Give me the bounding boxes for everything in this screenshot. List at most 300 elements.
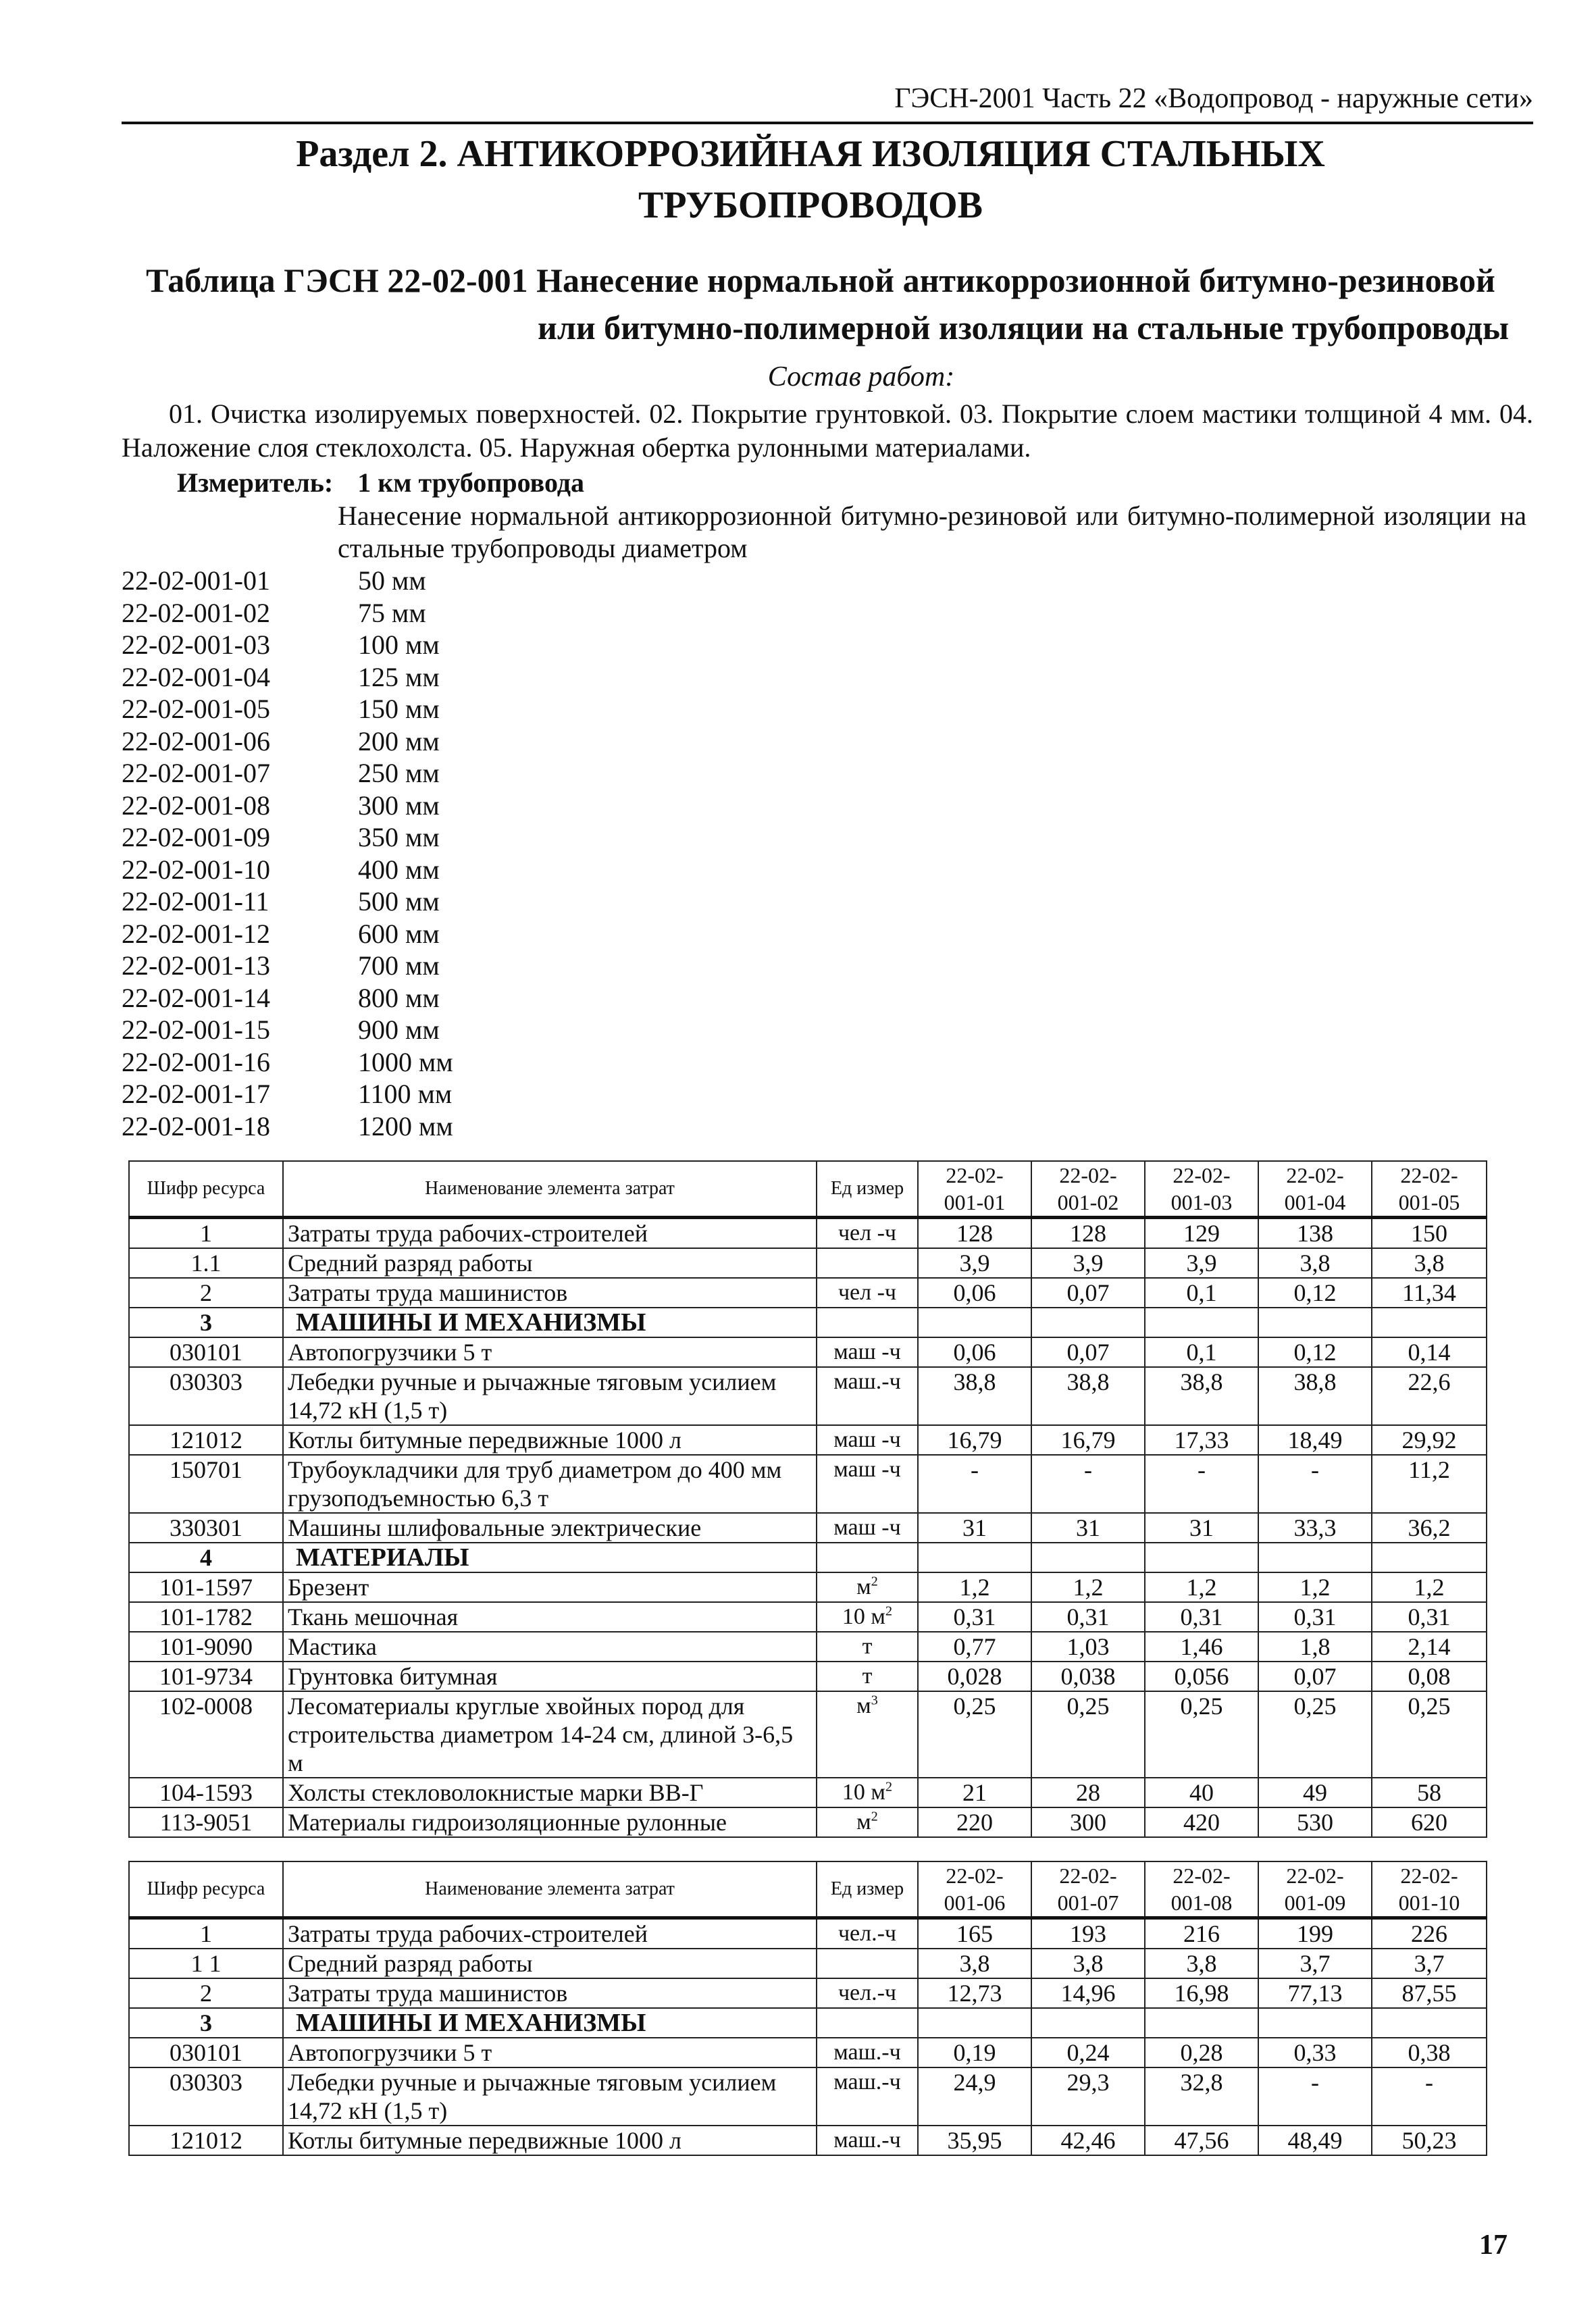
unit: м: [856, 1574, 871, 1599]
norm-value: 620: [1372, 1807, 1487, 1837]
unit-cell: [817, 1425, 918, 1455]
norm-value: 128: [1031, 1218, 1145, 1249]
header-norm-code-line1: 22-02-: [1173, 1163, 1231, 1187]
pipe-diameter: 900 мм: [358, 1014, 440, 1045]
unit: м: [856, 1693, 871, 1718]
table-header-row: [129, 1161, 1487, 1218]
unit: т: [862, 1664, 873, 1689]
norm-code: 22-02-001-15: [122, 1014, 270, 1045]
resource-code: 150701: [129, 1455, 283, 1513]
unit-cell: [817, 1337, 918, 1367]
cost-element-name: Автопогрузчики 5 т: [283, 1337, 817, 1367]
norm-value: 47,56: [1145, 2126, 1258, 2155]
norm-value: 0,12: [1258, 1278, 1372, 1308]
norm-value: 14,96: [1031, 1978, 1145, 2008]
norm-value: 11,34: [1372, 1278, 1487, 1308]
norm-value: 0,31: [1031, 1602, 1145, 1632]
table-row: [129, 1978, 1487, 2008]
group-row: [129, 2008, 1487, 2038]
resource-code: 1: [129, 1918, 283, 1949]
resource-code: 101-1782: [129, 1602, 283, 1632]
empty-cell: [1145, 1543, 1258, 1572]
norm-value: 0,028: [918, 1662, 1031, 1691]
norm-value: 0,12: [1258, 1337, 1372, 1367]
unit: маш -ч: [833, 1339, 901, 1364]
norm-code-row: [122, 950, 561, 982]
table-row: [129, 1632, 1487, 1662]
norm-value: 3,8: [918, 1949, 1031, 1978]
header-norm-code-line1: 22-02-: [1286, 1163, 1344, 1187]
norm-code-row: [122, 629, 561, 661]
running-header: [122, 80, 1533, 124]
norm-value: 33,3: [1258, 1513, 1372, 1543]
table-row: [129, 1337, 1487, 1367]
norm-code: 22-02-001-07: [122, 758, 270, 788]
norm-value: 129: [1145, 1218, 1258, 1249]
table-row: [129, 1278, 1487, 1308]
table-row: [129, 1602, 1487, 1632]
norm-value: 0,06: [918, 1337, 1031, 1367]
norm-code: 22-02-001-10: [122, 854, 270, 885]
norm-value: 1,46: [1145, 1632, 1258, 1662]
work-composition-text: 01. Очистка изолируемых поверхностей. 02. Покрытие грунтовкой. 03. Покрытие слоем мастики толщиной 4 мм. 04. Наложение слоя стеклохолста. 05. Наружная обертка рулонными материалами.: [122, 398, 1533, 463]
resource-code: 2: [129, 1278, 283, 1308]
norm-value: 18,49: [1258, 1425, 1372, 1455]
empty-cell: [918, 2008, 1031, 2038]
norm-code: 22-02-001-09: [122, 822, 270, 852]
norm-value: 0,25: [1145, 1691, 1258, 1778]
resource-code: 113-9051: [129, 1807, 283, 1837]
section-title-line1: Раздел 2. АНТИКОРРОЗИЙНАЯ ИЗОЛЯЦИЯ СТАЛЬНЫХ: [296, 133, 1325, 175]
norm-value: 0,25: [1372, 1691, 1487, 1778]
empty-cell: [1372, 2008, 1487, 2038]
norm-value: 28: [1031, 1778, 1145, 1807]
unit: чел -ч: [838, 1220, 897, 1245]
norm-value: 0,19: [918, 2038, 1031, 2067]
table-title-line1: Таблица ГЭСН 22-02-001 Нанесение нормальной антикоррозионной битумно-резиновой: [146, 261, 1495, 299]
resource-code: 102-0008: [129, 1691, 283, 1778]
header-norm-code: [1258, 1161, 1372, 1218]
norm-value: 0,06: [918, 1278, 1031, 1308]
resource-code: 330301: [129, 1513, 283, 1543]
unit-cell: [817, 1918, 918, 1949]
norm-code: 22-02-001-06: [122, 725, 270, 756]
cost-element-name: Холсты стекловолокнистые марки ВВ-Г: [283, 1778, 817, 1807]
unit: маш -ч: [833, 1427, 901, 1452]
header-norm-code: [918, 1861, 1031, 1918]
norm-code-row: [122, 885, 561, 918]
norm-value: 0,07: [1031, 1278, 1145, 1308]
norm-value: 40: [1145, 1778, 1258, 1807]
norm-code-list: [122, 565, 561, 1142]
unit: маш -ч: [833, 1457, 901, 1482]
norm-value: 220: [918, 1807, 1031, 1837]
cost-element-name: Материалы гидроизоляционные рулонные: [283, 1807, 817, 1837]
norm-value: 21: [918, 1778, 1031, 1807]
norm-code-row: [122, 693, 561, 725]
norm-value: 3,9: [1031, 1248, 1145, 1278]
norm-value: 0,038: [1031, 1662, 1145, 1691]
resource-code: 104-1593: [129, 1778, 283, 1807]
norm-value: 0,25: [1258, 1691, 1372, 1778]
norm-code-row: [122, 982, 561, 1014]
pipe-diameter: 200 мм: [358, 725, 440, 756]
table-title-line2: или битумно-полимерной изоляции на стальные трубопроводы: [538, 309, 1509, 346]
header-norm-code-line1: 22-02-: [1173, 1863, 1231, 1888]
norm-value: 1,2: [1372, 1572, 1487, 1602]
cost-element-name: Мастика: [283, 1632, 817, 1662]
table-row: [129, 2067, 1487, 2126]
header-norm-code-line1: 22-02-: [1059, 1163, 1117, 1187]
unit-cell: [817, 1278, 918, 1308]
empty-cell: [1258, 1308, 1372, 1337]
norm-value: 0,31: [1258, 1602, 1372, 1632]
empty-cell: [1145, 1308, 1258, 1337]
norm-code-row: [122, 565, 561, 597]
header-norm-code-line1: 22-02-: [946, 1863, 1004, 1888]
norm-value: 22,6: [1372, 1367, 1487, 1425]
header-norm-code: [1258, 1861, 1372, 1918]
norm-code: 22-02-001-16: [122, 1046, 270, 1077]
section-title-line2: ТРУБОПРОВОДОВ: [638, 184, 983, 226]
norm-value: 29,92: [1372, 1425, 1487, 1455]
table-row: [129, 1367, 1487, 1425]
norm-code: 22-02-001-02: [122, 597, 270, 628]
header-cost-element: Наименование элемента затрат: [283, 1861, 817, 1918]
norm-value: 3,9: [918, 1248, 1031, 1278]
unit-cell: [817, 1978, 918, 2008]
group-row: [129, 1308, 1487, 1337]
norm-code-row: [122, 790, 561, 822]
resource-code: 121012: [129, 2126, 283, 2155]
norm-code-row: [122, 1078, 561, 1110]
table-row: [129, 1778, 1487, 1807]
pipe-diameter: 150 мм: [358, 694, 440, 724]
table-row: [129, 1218, 1487, 1249]
cost-element-name: Грунтовка битумная: [283, 1662, 817, 1691]
pipe-diameter: 800 мм: [358, 982, 440, 1013]
norm-value: 31: [1031, 1513, 1145, 1543]
resource-code: 1 1: [129, 1949, 283, 1978]
empty-cell: [817, 2008, 918, 2038]
norm-value: 38,8: [1031, 1367, 1145, 1425]
header-resource-code: Шифр ресурса: [129, 1161, 283, 1218]
norm-value: 2,14: [1372, 1632, 1487, 1662]
norm-code: 22-02-001-12: [122, 918, 270, 949]
pipe-diameter: 350 мм: [358, 822, 440, 852]
norm-value: 3,8: [1031, 1949, 1145, 1978]
norm-value: 0,77: [918, 1632, 1031, 1662]
cost-element-name: Брезент: [283, 1572, 817, 1602]
norm-value: 0,056: [1145, 1662, 1258, 1691]
cost-element-name: Затраты труда машинистов: [283, 1978, 817, 2008]
unit-exponent: 3: [871, 1693, 878, 1708]
pipe-diameter: 600 мм: [358, 918, 440, 949]
norm-value: 38,8: [1258, 1367, 1372, 1425]
header-norm-code: [1031, 1861, 1145, 1918]
unit-exponent: 2: [885, 1603, 893, 1619]
norm-value: 24,9: [918, 2067, 1031, 2126]
norm-code-row: [122, 725, 561, 758]
norm-code: 22-02-001-04: [122, 661, 270, 692]
table-header-row: [129, 1861, 1487, 1918]
unit-cell: [817, 1572, 918, 1602]
unit: т: [862, 1634, 873, 1659]
norm-value: 226: [1372, 1918, 1487, 1949]
header-norm-code: [1372, 1861, 1487, 1918]
measure-value: 1 км трубопровода: [357, 467, 585, 498]
table-row: [129, 1918, 1487, 1949]
unit: 10 м: [842, 1604, 885, 1629]
norm-value: 1,2: [1145, 1572, 1258, 1602]
cost-element-name: Машины шлифовальные электрические: [283, 1513, 817, 1543]
norm-code: 22-02-001-01: [122, 565, 270, 596]
resource-code: 101-9734: [129, 1662, 283, 1691]
norm-code: 22-02-001-05: [122, 694, 270, 724]
norm-value: 35,95: [918, 2126, 1031, 2155]
header-norm-code-line2: 001-06: [944, 1891, 1006, 1915]
unit-cell: [817, 1807, 918, 1837]
norm-value: 0,33: [1258, 2038, 1372, 2067]
norm-code-row: [122, 918, 561, 950]
header-resource-code: Шифр ресурса: [129, 1861, 283, 1918]
norm-value: -: [918, 1455, 1031, 1513]
norm-value: 0,08: [1372, 1662, 1487, 1691]
unit-cell: [817, 1632, 918, 1662]
cost-element-name: Ткань мешочная: [283, 1602, 817, 1632]
header-norm-code-line2: 001-09: [1284, 1891, 1346, 1915]
cost-element-name: Лесоматериалы круглые хвойных пород для строительства диаметром 14-24 см, длиной 3-6,5 м: [283, 1691, 817, 1778]
header-norm-code-line1: 22-02-: [1400, 1163, 1458, 1187]
unit-cell: [817, 1662, 918, 1691]
empty-cell: [1258, 2008, 1372, 2038]
norm-value: 49: [1258, 1778, 1372, 1807]
unit-cell: [817, 1455, 918, 1513]
unit: маш.-ч: [833, 2069, 901, 2094]
empty-cell: [1031, 2008, 1145, 2038]
table-row: [129, 2038, 1487, 2067]
header-norm-code-line2: 001-08: [1170, 1891, 1233, 1915]
norm-value: -: [1258, 1455, 1372, 1513]
page-number: 17: [1479, 2230, 1508, 2261]
unit: маш.-ч: [833, 2040, 901, 2065]
empty-cell: [918, 1308, 1031, 1337]
header-norm-code: [918, 1161, 1031, 1218]
empty-cell: [1145, 2008, 1258, 2038]
unit-cell: [817, 1248, 918, 1278]
norm-value: 0,28: [1145, 2038, 1258, 2067]
norm-value: 87,55: [1372, 1978, 1487, 2008]
norm-code-row: [122, 597, 561, 629]
norm-value: 3,8: [1145, 1949, 1258, 1978]
resource-code: 030101: [129, 2038, 283, 2067]
norm-value: 530: [1258, 1807, 1372, 1837]
header-norm-code-line1: 22-02-: [1286, 1863, 1344, 1888]
cost-element-name: Лебедки ручные и рычажные тяговым усилием 14,72 кН (1,5 т): [283, 2067, 817, 2126]
unit: м: [856, 1809, 871, 1834]
table-title: [122, 257, 1520, 351]
header-norm-code-line1: 22-02-: [946, 1163, 1004, 1187]
header-norm-code-line2: 001-10: [1398, 1891, 1460, 1915]
running-head-text: ГЭСН-2001 Часть 22 «Водопровод - наружные сети»: [894, 83, 1533, 114]
norm-value: 50,23: [1372, 2126, 1487, 2155]
norm-value: 16,79: [918, 1425, 1031, 1455]
norm-value: 1,2: [1031, 1572, 1145, 1602]
group-row: [129, 1543, 1487, 1572]
norm-code: 22-02-001-18: [122, 1110, 270, 1141]
norm-code-row: [122, 854, 561, 886]
norm-code-row: [122, 1046, 561, 1079]
norm-value: 16,98: [1145, 1978, 1258, 2008]
norm-code-row: [122, 1014, 561, 1046]
resource-code: 1: [129, 1218, 283, 1249]
unit: чел -ч: [838, 1280, 897, 1305]
norm-code: 22-02-001-11: [122, 886, 269, 917]
unit-exponent: 2: [871, 1809, 878, 1824]
table-row: [129, 1513, 1487, 1543]
empty-cell: [1031, 1543, 1145, 1572]
measure-label: Измеритель:: [177, 467, 334, 498]
cost-element-name: Лебедки ручные и рычажные тяговым усилием 14,72 кН (1,5 т): [283, 1367, 817, 1425]
norm-value: 0,31: [1145, 1602, 1258, 1632]
resource-code: 030303: [129, 1367, 283, 1425]
empty-cell: [918, 1543, 1031, 1572]
resource-code: 4: [129, 1543, 283, 1572]
unit-cell: [817, 1513, 918, 1543]
pipe-diameter: 250 мм: [358, 758, 440, 788]
cost-element-name: Средний разряд работы: [283, 1949, 817, 1978]
cost-element-name: Котлы битумные передвижные 1000 л: [283, 1425, 817, 1455]
norm-value: 0,14: [1372, 1337, 1487, 1367]
header-norm-code: [1372, 1161, 1487, 1218]
header-norm-code-line2: 001-02: [1057, 1190, 1119, 1214]
header-norm-code: [1031, 1161, 1145, 1218]
norm-value: 165: [918, 1918, 1031, 1949]
resource-table-1: [128, 1160, 1487, 1838]
pipe-diameter: 700 мм: [358, 950, 440, 981]
resource-table-2: [128, 1861, 1487, 2156]
pipe-diameter: 300 мм: [358, 790, 440, 821]
pipe-diameter: 1100 мм: [358, 1079, 453, 1109]
unit-cell: [817, 1949, 918, 1978]
norm-value: 420: [1145, 1807, 1258, 1837]
norm-value: 0,07: [1031, 1337, 1145, 1367]
unit-cell: [817, 2067, 918, 2126]
norm-value: -: [1145, 1455, 1258, 1513]
pipe-diameter: 100 мм: [358, 629, 440, 660]
header-norm-code-line2: 001-04: [1284, 1190, 1346, 1214]
header-norm-code-line1: 22-02-: [1400, 1863, 1458, 1888]
table-row: [129, 2126, 1487, 2155]
unit-cell: [817, 2126, 918, 2155]
norm-value: 1,2: [918, 1572, 1031, 1602]
cost-element-name: МАТЕРИАЛЫ: [283, 1543, 817, 1572]
header-norm-code-line2: 001-07: [1057, 1891, 1119, 1915]
norm-value: 3,7: [1372, 1949, 1487, 1978]
norm-value: 31: [1145, 1513, 1258, 1543]
norm-code-row: [122, 821, 561, 854]
norm-value: 216: [1145, 1918, 1258, 1949]
unit-cell: [817, 1218, 918, 1249]
pipe-diameter: 75 мм: [358, 597, 426, 628]
resource-code: 121012: [129, 1425, 283, 1455]
unit: чел.-ч: [838, 1980, 897, 2005]
norm-value: 58: [1372, 1778, 1487, 1807]
norm-value: 1,2: [1258, 1572, 1372, 1602]
section-title: [122, 128, 1499, 231]
norm-code: 22-02-001-13: [122, 950, 270, 981]
table-row: [129, 1662, 1487, 1691]
cost-element-name: Затраты труда машинистов: [283, 1278, 817, 1308]
resource-code: 3: [129, 2008, 283, 2038]
empty-cell: [817, 1308, 918, 1337]
pipe-diameter: 125 мм: [358, 661, 440, 692]
empty-cell: [1031, 1308, 1145, 1337]
empty-cell: [817, 1543, 918, 1572]
pipe-diameter: 1200 мм: [358, 1110, 453, 1141]
header-norm-code-line2: 001-03: [1170, 1190, 1233, 1214]
norm-value: -: [1372, 2067, 1487, 2126]
unit: маш -ч: [833, 1515, 901, 1540]
unit-cell: [817, 1602, 918, 1632]
norm-value: 31: [918, 1513, 1031, 1543]
resource-code: 030101: [129, 1337, 283, 1367]
work-composition-heading: Состав работ:: [767, 361, 955, 392]
unit-exponent: 2: [885, 1779, 893, 1795]
table-row: [129, 1425, 1487, 1455]
norm-value: 0,31: [1372, 1602, 1487, 1632]
norm-value: -: [1258, 2067, 1372, 2126]
resource-code: 1.1: [129, 1248, 283, 1278]
norm-value: 38,8: [918, 1367, 1031, 1425]
norm-value: 0,25: [918, 1691, 1031, 1778]
header-norm-code-line2: 001-01: [944, 1190, 1006, 1214]
header-unit: Ед измер: [817, 1161, 918, 1218]
norm-value: 0,1: [1145, 1278, 1258, 1308]
pipe-diameter: 500 мм: [358, 886, 440, 917]
cost-element-name: Средний разряд работы: [283, 1248, 817, 1278]
header-norm-code: [1145, 1861, 1258, 1918]
norm-value: 16,79: [1031, 1425, 1145, 1455]
header-cost-element: Наименование элемента затрат: [283, 1161, 817, 1218]
unit-cell: [817, 1367, 918, 1425]
norm-value: 0,24: [1031, 2038, 1145, 2067]
empty-cell: [1372, 1308, 1487, 1337]
norm-value: 1,8: [1258, 1632, 1372, 1662]
norm-value: 12,73: [918, 1978, 1031, 2008]
norm-value: 38,8: [1145, 1367, 1258, 1425]
resource-code: 2: [129, 1978, 283, 2008]
header-unit: Ед измер: [817, 1861, 918, 1918]
table-row: [129, 1691, 1487, 1778]
header-norm-code: [1145, 1161, 1258, 1218]
cost-element-name: МАШИНЫ И МЕХАНИЗМЫ: [283, 1308, 817, 1337]
table-row: [129, 1949, 1487, 1978]
table-row: [129, 1807, 1487, 1837]
norm-value: 0,38: [1372, 2038, 1487, 2067]
norm-value: 138: [1258, 1218, 1372, 1249]
norm-value: 3,7: [1258, 1949, 1372, 1978]
pipe-diameter: 1000 мм: [358, 1046, 453, 1077]
pipe-diameter: 400 мм: [358, 854, 440, 885]
unit-exponent: 2: [871, 1574, 878, 1589]
norm-value: 0,07: [1258, 1662, 1372, 1691]
header-norm-code-line2: 001-05: [1398, 1190, 1460, 1214]
norm-value: 0,25: [1031, 1691, 1145, 1778]
unit-cell: [817, 2038, 918, 2067]
pipe-diameter: 50 мм: [358, 565, 426, 596]
norm-value: 48,49: [1258, 2126, 1372, 2155]
